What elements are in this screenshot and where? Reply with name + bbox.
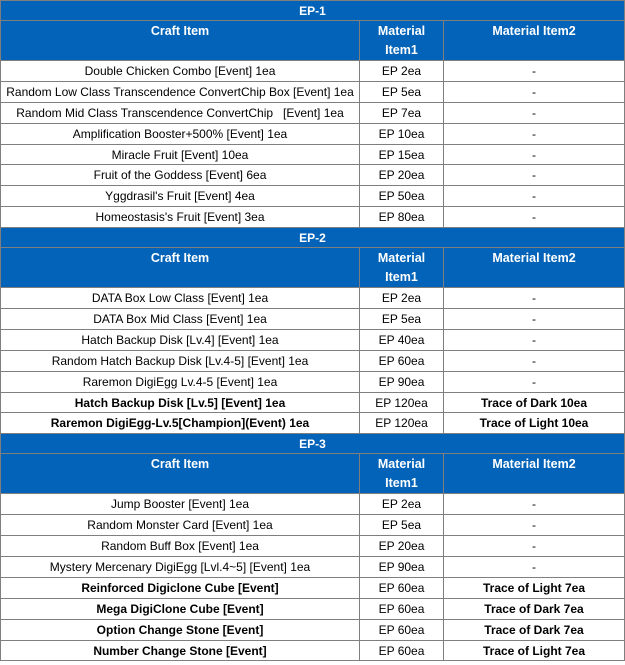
table-row — [1, 598, 625, 619]
craft-item-cell: Hatch Backup Disk [Lv.4] [Event] 1ea — [1, 329, 360, 350]
material-item1-cell: EP 2ea — [360, 61, 444, 82]
header-material-item1: Material Item1 — [360, 454, 444, 494]
section-title: EP-2 — [1, 228, 625, 248]
material-item2-cell: - — [444, 536, 625, 557]
table-row — [1, 207, 625, 228]
material-item2-cell: Trace of Light 10ea — [444, 413, 625, 434]
table-row — [1, 371, 625, 392]
table-row — [1, 619, 625, 640]
table-row — [1, 329, 625, 350]
material-item2-cell: - — [444, 165, 625, 186]
material-item2-cell: - — [444, 309, 625, 330]
material-item1-cell: EP 50ea — [360, 186, 444, 207]
section-title-row — [1, 434, 625, 454]
column-header-row — [1, 454, 625, 494]
material-item2-cell: - — [444, 371, 625, 392]
material-item1-cell: EP 120ea — [360, 413, 444, 434]
craft-table-body — [1, 1, 625, 661]
header-material-item1: Material Item1 — [360, 248, 444, 288]
craft-item-cell: Homeostasis's Fruit [Event] 3ea — [1, 207, 360, 228]
material-item2-cell: Trace of Light 7ea — [444, 640, 625, 661]
craft-item-cell: Double Chicken Combo [Event] 1ea — [1, 61, 360, 82]
section-title-row — [1, 1, 625, 21]
material-item1-cell: EP 60ea — [360, 640, 444, 661]
craft-item-cell: Option Change Stone [Event] — [1, 619, 360, 640]
material-item1-cell: EP 90ea — [360, 371, 444, 392]
table-row — [1, 640, 625, 661]
craft-item-cell: Reinforced Digiclone Cube [Event] — [1, 577, 360, 598]
material-item2-cell: Trace of Dark 7ea — [444, 619, 625, 640]
section-title-row — [1, 228, 625, 248]
header-material-item2: Material Item2 — [444, 248, 625, 288]
material-item1-cell: EP 7ea — [360, 102, 444, 123]
craft-item-cell: DATA Box Low Class [Event] 1ea — [1, 288, 360, 309]
table-row — [1, 577, 625, 598]
craft-item-cell: Mystery Mercenary DigiEgg [Lvl.4~5] [Event] 1ea — [1, 557, 360, 578]
craft-item-cell: Random Hatch Backup Disk [Lv.4-5] [Event] 1ea — [1, 350, 360, 371]
material-item2-cell: - — [444, 329, 625, 350]
table-row — [1, 102, 625, 123]
material-item1-cell: EP 80ea — [360, 207, 444, 228]
craft-item-cell: Yggdrasil's Fruit [Event] 4ea — [1, 186, 360, 207]
material-item2-cell: - — [444, 557, 625, 578]
material-item1-cell: EP 2ea — [360, 288, 444, 309]
craft-item-cell: Random Buff Box [Event] 1ea — [1, 536, 360, 557]
header-material-item2: Material Item2 — [444, 21, 625, 61]
section-title: EP-1 — [1, 1, 625, 21]
table-row — [1, 536, 625, 557]
material-item1-cell: EP 60ea — [360, 598, 444, 619]
material-item1-cell: EP 2ea — [360, 494, 444, 515]
header-craft-item: Craft Item — [1, 248, 360, 288]
material-item2-cell: - — [444, 515, 625, 536]
table-row — [1, 186, 625, 207]
header-craft-item: Craft Item — [1, 21, 360, 61]
table-row — [1, 494, 625, 515]
table-row — [1, 515, 625, 536]
material-item2-cell: - — [444, 102, 625, 123]
craft-item-cell: Raremon DigiEgg-Lv.5[Champion](Event) 1ea — [1, 413, 360, 434]
material-item1-cell: EP 20ea — [360, 536, 444, 557]
table-row — [1, 557, 625, 578]
material-item1-cell: EP 15ea — [360, 144, 444, 165]
craft-item-cell: Jump Booster [Event] 1ea — [1, 494, 360, 515]
craft-item-cell: Random Mid Class Transcendence ConvertChip [Event] 1ea — [1, 102, 360, 123]
material-item2-cell: - — [444, 61, 625, 82]
material-item2-cell: - — [444, 144, 625, 165]
table-row — [1, 392, 625, 413]
craft-item-cell: Mega DigiClone Cube [Event] — [1, 598, 360, 619]
header-material-item1: Material Item1 — [360, 21, 444, 61]
craft-item-cell: Random Low Class Transcendence ConvertChip Box [Event] 1ea — [1, 81, 360, 102]
material-item1-cell: EP 10ea — [360, 123, 444, 144]
material-item1-cell: EP 120ea — [360, 392, 444, 413]
craft-item-cell: Number Change Stone [Event] — [1, 640, 360, 661]
craft-item-cell: Miracle Fruit [Event] 10ea — [1, 144, 360, 165]
material-item2-cell: - — [444, 207, 625, 228]
material-item2-cell: - — [444, 123, 625, 144]
material-item1-cell: EP 90ea — [360, 557, 444, 578]
craft-item-cell: Amplification Booster+500% [Event] 1ea — [1, 123, 360, 144]
material-item1-cell: EP 20ea — [360, 165, 444, 186]
material-item2-cell: - — [444, 350, 625, 371]
material-item2-cell: - — [444, 494, 625, 515]
header-craft-item: Craft Item — [1, 454, 360, 494]
craft-item-cell: DATA Box Mid Class [Event] 1ea — [1, 309, 360, 330]
material-item2-cell: Trace of Dark 7ea — [444, 598, 625, 619]
material-item1-cell: EP 60ea — [360, 350, 444, 371]
column-header-row — [1, 21, 625, 61]
material-item1-cell: EP 40ea — [360, 329, 444, 350]
material-item1-cell: EP 60ea — [360, 577, 444, 598]
table-row — [1, 144, 625, 165]
craft-item-cell: Random Monster Card [Event] 1ea — [1, 515, 360, 536]
table-row — [1, 309, 625, 330]
table-row — [1, 413, 625, 434]
material-item2-cell: - — [444, 81, 625, 102]
table-row — [1, 288, 625, 309]
table-row — [1, 61, 625, 82]
material-item2-cell: - — [444, 288, 625, 309]
header-material-item2: Material Item2 — [444, 454, 625, 494]
section-title: EP-3 — [1, 434, 625, 454]
table-row — [1, 123, 625, 144]
material-item2-cell: Trace of Dark 10ea — [444, 392, 625, 413]
table-row — [1, 81, 625, 102]
craft-item-cell: Raremon DigiEgg Lv.4-5 [Event] 1ea — [1, 371, 360, 392]
column-header-row — [1, 248, 625, 288]
material-item1-cell: EP 5ea — [360, 81, 444, 102]
material-item2-cell: - — [444, 186, 625, 207]
material-item1-cell: EP 60ea — [360, 619, 444, 640]
table-row — [1, 350, 625, 371]
material-item1-cell: EP 5ea — [360, 515, 444, 536]
material-item2-cell: Trace of Light 7ea — [444, 577, 625, 598]
table-row — [1, 165, 625, 186]
craft-item-cell: Fruit of the Goddess [Event] 6ea — [1, 165, 360, 186]
craft-item-cell: Hatch Backup Disk [Lv.5] [Event] 1ea — [1, 392, 360, 413]
material-item1-cell: EP 5ea — [360, 309, 444, 330]
